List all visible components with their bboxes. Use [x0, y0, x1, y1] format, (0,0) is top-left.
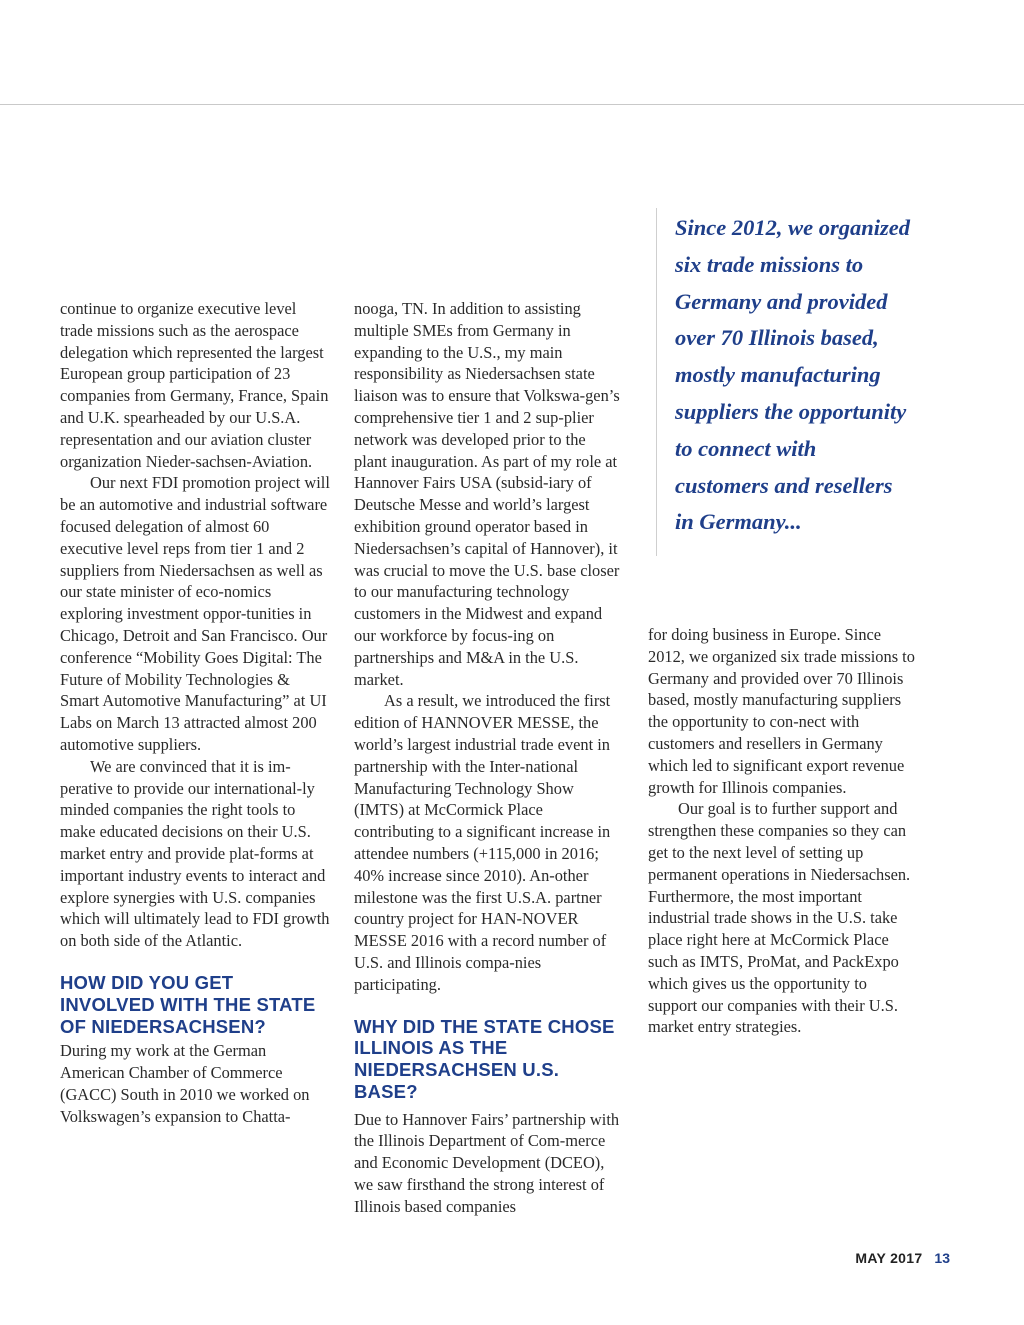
pull-quote-line: Since 2012, we organized [675, 215, 911, 240]
pull-quote-line: to connect with [675, 435, 817, 461]
paragraph: Our next FDI promotion project will be an automotive and industrial software focused delegation of almost 60 executive level reps from tier 1 and 2 suppliers from Niedersachsen as well as our state minister of eco-nomics exploring investment oppor-tunities in Chicago, Detroit and San Francisco. Our conference “Mobility Goes Digital: The Future of Mobility Technologies & Smart Automotive Manufacturing” at UI Labs on March 13 attracted almost 200 automotive suppliers. [60, 473, 330, 754]
pull-quote [675, 210, 975, 541]
pull-quote-line: Germany and provided [675, 288, 888, 314]
pull-quote-line: mostly manufacturing [675, 362, 881, 388]
page-number: 13 [934, 1250, 950, 1266]
paragraph: Due to Hannover Fairs’ partnership with the Illinois Department of Com-merce and Economic Development (DCEO), we saw firsthand the strong interest of Illinois based companies [354, 1109, 620, 1216]
header-rule [0, 104, 1024, 105]
pull-quote-line: six trade missions to [675, 251, 864, 277]
column-3 [648, 624, 918, 1038]
pull-quote-line: over 70 Illinois based, [675, 325, 879, 351]
paragraph: continue to organize executive level trade missions such as the aerospace delegation which represented the largest European group participation of 23 companies from Germany, France, Spain and U.K. spearheaded by our U.S.A. representation and our aviation cluster organization Nieder-sachsen-Aviation. [60, 299, 329, 471]
column-2 [354, 298, 622, 1218]
section-heading: WHY DID THE STATE CHOSE ILLINOIS AS THE NIEDERSACHSEN U.S. BASE? [354, 1015, 615, 1102]
pull-quote-line: in Germany... [675, 509, 802, 535]
issue-date: MAY 2017 [855, 1250, 923, 1266]
column-1 [60, 298, 330, 1127]
section-heading: HOW DID YOU GET INVOLVED WITH THE STATE OF NIEDERSACHSEN? [60, 971, 316, 1037]
page-footer [855, 1250, 950, 1266]
paragraph: Our goal is to further support and strengthen these companies so they can get to the next level of setting up permanent operations in Niedersachsen. Furthermore, the most important industrial trade shows in the U.S. take place right here at McCormick Place such as IMTS, ProMat, and PackExpo which gives us the opportunity to support our companies with their U.S. market entry strategies. [648, 799, 911, 1037]
paragraph: nooga, TN. In addition to assisting multiple SMEs from Germany in expanding to the U.S., my main responsibility as Niedersachsen state liaison was to ensure that Volkswa-gen’s comprehensive tier 1 and 2 sup-plier network was developed prior to the plant inauguration. As part of my role at Hannover Fairs USA (subsid-iary of Deutsche Messe and world’s largest exhibition ground operator based in Niedersachsen’s capital of Hannover), it was crucial to move the U.S. base closer to our manufacturing technology customers in the Midwest and expand our workforce by focus-ing on partnerships and M&A in the U.S. market. [354, 299, 620, 689]
pull-quote-line: suppliers the opportunity [675, 398, 907, 424]
pull-quote-rule [656, 208, 657, 556]
paragraph: for doing business in Europe. Since 2012, we organized six trade missions to Germany and provided over 70 Illinois based, mostly manufacturing suppliers the opportunity to con-nect with customers and resellers in Germany which led to significant export revenue growth for Illinois companies. [648, 625, 915, 797]
pull-quote-line: customers and resellers [675, 472, 893, 498]
paragraph: During my work at the German American Chamber of Commerce (GACC) South in 2010 we worked on Volkswagen’s expansion to Chatta- [60, 1041, 310, 1126]
paragraph: As a result, we introduced the first edition of HANNOVER MESSE, the world’s largest industrial trade event in partnership with the Inter-national Manufacturing Technology Show (IMTS) at McCormick Place contributing to a significant increase in attendee numbers (+115,000 in 2016; 40% increase since 2010). An-other milestone was the first U.S.A. partner country project for HAN-NOVER MESSE 2016 with a record number of U.S. and Illinois compa-nies participating. [354, 691, 611, 994]
paragraph: We are convinced that it is im-perative to provide our international-ly minded companies the right tools to make educated decisions on their U.S. market entry and provide plat-forms at important industry events to interact and explore synergies with U.S. companies which will ultimately lead to FDI growth on both side of the Atlantic. [60, 756, 330, 951]
